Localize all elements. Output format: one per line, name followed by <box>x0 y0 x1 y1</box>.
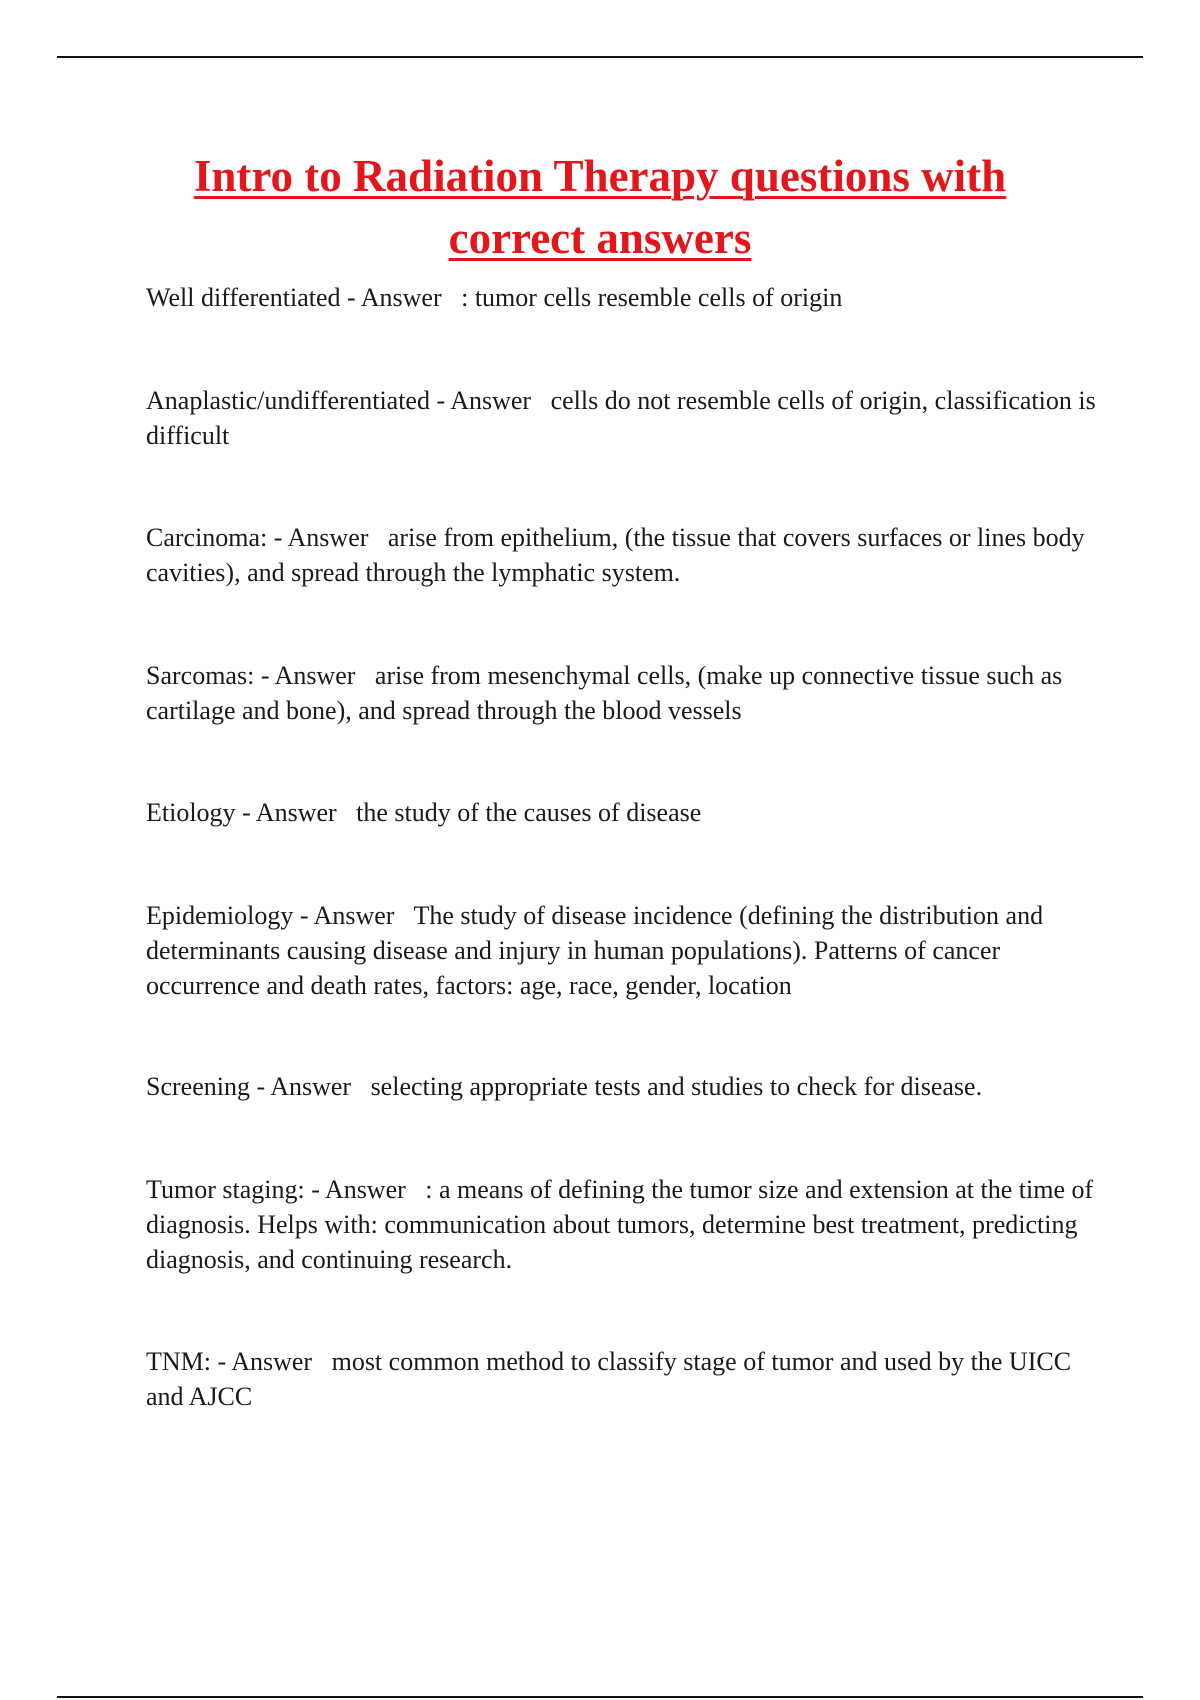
qa-separator: - Answer <box>293 901 414 930</box>
qa-term: TNM: <box>146 1347 211 1376</box>
qa-term: Well differentiated <box>146 283 341 312</box>
qa-term: Tumor staging: <box>146 1175 305 1204</box>
qa-entry-4 <box>146 658 1096 728</box>
qa-separator: - Answer <box>340 283 462 312</box>
qa-answer: cells do not resemble cells of origin, classification is difficult <box>146 386 1096 450</box>
qa-entry-2 <box>146 383 1096 453</box>
qa-separator: - Answer <box>267 523 388 552</box>
qa-answer: the study of the causes of disease <box>356 798 702 827</box>
qa-answer: : a means of defining the tumor size and extension at the time of diagnosis. Helps with: communication about tumors, determine best treatment, predicting diagnosis, and continuing research. <box>146 1175 1094 1274</box>
qa-answer: arise from epithelium, (the tissue that covers surfaces or lines body cavities), and spread through the lymphatic system. <box>146 523 1085 587</box>
qa-answer: selecting appropriate tests and studies to check for disease. <box>370 1072 983 1101</box>
qa-term: Etiology <box>146 798 236 827</box>
qa-term: Carcinoma: <box>146 523 268 552</box>
qa-entry-9 <box>146 1344 1096 1414</box>
qa-separator: - Answer <box>211 1347 332 1376</box>
qa-term: Sarcomas: <box>146 661 255 690</box>
qa-entry-3 <box>146 520 1096 590</box>
bottom-rule <box>57 1696 1143 1698</box>
top-rule <box>57 56 1143 58</box>
qa-separator: - Answer <box>304 1175 426 1204</box>
qa-answer: most common method to classify stage of tumor and used by the UICC and AJCC <box>146 1347 1072 1411</box>
qa-answer: The study of disease incidence (defining the distribution and determinants causing disease and injury in human populations). Patterns of cancer occurrence and death rates, factors: age, race, gender, location <box>146 901 1044 1000</box>
qa-term: Epidemiology <box>146 901 294 930</box>
qa-entry-5 <box>146 795 1096 830</box>
qa-entry-6 <box>146 898 1096 1003</box>
qa-term: Anaplastic/undifferentiated <box>146 386 430 415</box>
qa-answer: : tumor cells resemble cells of origin <box>461 283 843 312</box>
qa-separator: - Answer <box>254 661 375 690</box>
qa-answer: arise from mesenchymal cells, (make up connective tissue such as cartilage and bone), and spread through the blood vessels <box>146 661 1063 725</box>
document-title: Intro to Radiation Therapy questions with correct answers <box>193 151 1007 263</box>
qa-term: Screening <box>146 1072 250 1101</box>
qa-separator: - Answer <box>235 798 357 827</box>
qa-entry-1 <box>146 280 1096 315</box>
qa-entry-8 <box>146 1172 1096 1277</box>
qa-entry-7 <box>146 1069 1096 1104</box>
qa-separator: - Answer <box>429 386 551 415</box>
qa-separator: - Answer <box>249 1072 371 1101</box>
